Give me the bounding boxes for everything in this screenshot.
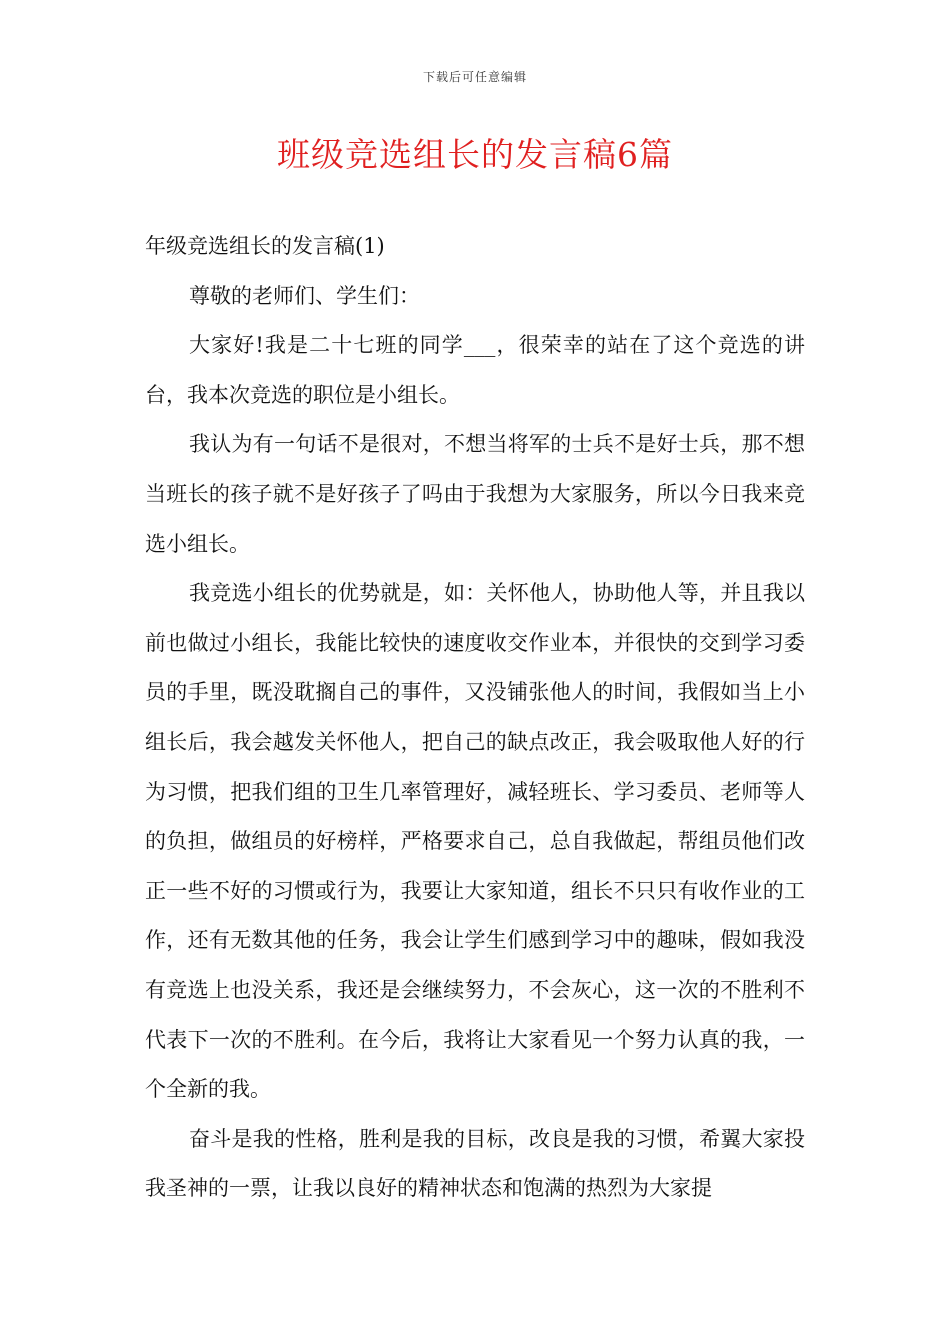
header-note: 下载后可任意编辑 (422, 70, 527, 84)
body-paragraph-3: 我竞选小组长的优势就是，如：关怀他人，协助他人等，并且我以前也做过小组长，我能比较快的速度收交作业本，并很快的交到学习委员的手里，既没耽搁自己的事件，又没铺张他人的时间，我假如当上小组长后，我会越发关怀他人，把自己的缺点改正，我会吸取他人好的行为习惯，把我们组的卫生几率管理好，减轻班长、学习委员、老师等人的负担，做组员的好榜样，严格要求自己，总自我做起，帮组员他们改正一些不好的习惯或行为，我要让大家知道，组长不只只有收作业的工作，还有无数其他的任务，我会让学生们感到学习中的趣味，假如我没有竞选上也没关系，我还是会继续努力，不会灰心，这一次的不胜利不代表下一次的不胜利。在今后，我将让大家看见一个努力认真的我，一个全新的我。 (145, 581, 805, 1102)
document-title: 班级竞选组长的发言稿6篇 (277, 135, 673, 174)
section-heading: 年级竞选组长的发言稿(1) (145, 234, 385, 258)
body-paragraph-4: 奋斗是我的性格，胜利是我的目标，改良是我的习惯，希翼大家投我圣神的一票，让我以良好的精神状态和饱满的热烈为大家提 (145, 1126, 805, 1201)
document-body (145, 222, 805, 1214)
salutation-paragraph: 尊敬的老师们、学生们： (189, 283, 420, 308)
body-paragraph-2: 我认为有一句话不是很对，不想当将军的士兵不是好士兵，那不想当班长的孩子就不是好孩子了吗由于我想为大家服务，所以今日我来竞选小组长。 (145, 432, 805, 556)
body-paragraph-1: 大家好!我是二十七班的同学___，很荣幸的站在了这个竞选的讲台，我本次竞选的职位是小组长。 (145, 333, 805, 407)
